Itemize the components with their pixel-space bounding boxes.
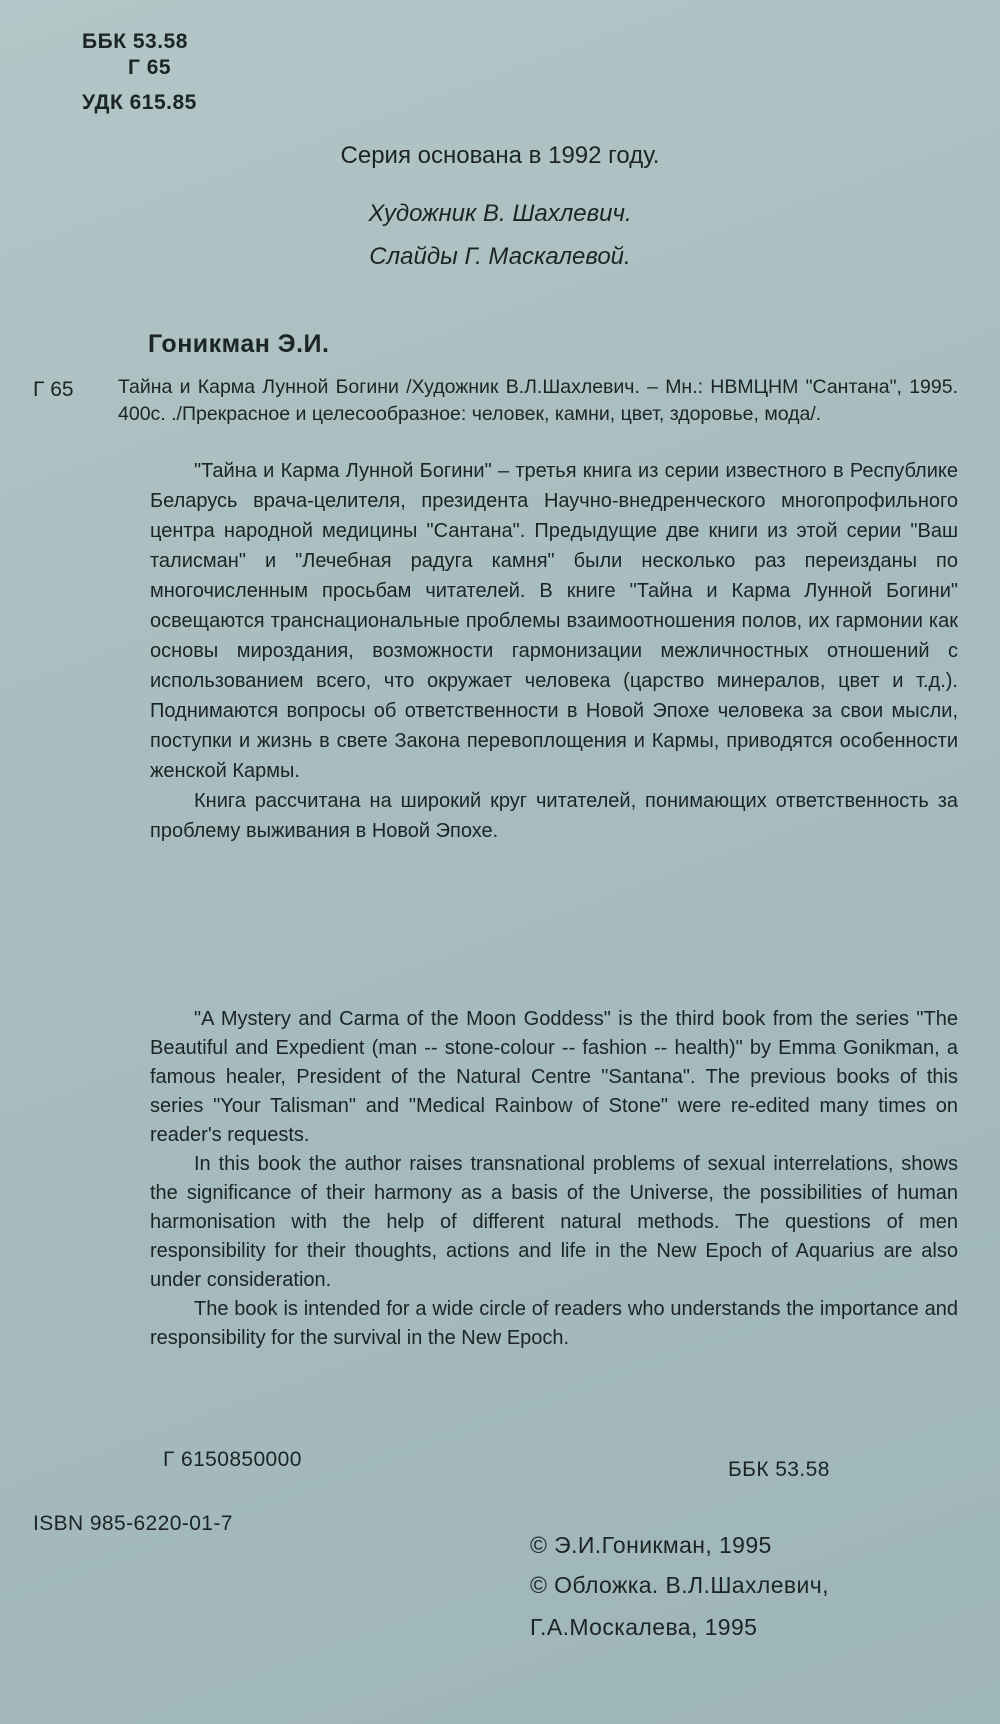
copyright-cover-continued: Г.А.Москалева, 1995 [530,1614,758,1640]
annotation-russian [150,456,958,846]
annotation-english [150,1005,958,1353]
annotation-en-paragraph: The book is intended for a wide circle of readers who understands the importance and responsibility for the survival in the New Epoch. [150,1298,958,1349]
author-name: Гоникман Э.И. [148,330,330,358]
isbn: ISBN 985-6220-01-7 [33,1512,233,1535]
artist-credit: Художник В. Шахлевич. [368,200,632,227]
copyright-cover: © Обложка. В.Л.Шахлевич, [530,1572,829,1598]
bbk-code: ББК 53.58 [82,30,188,53]
catalog-index: Г 65 [33,378,74,401]
slides-credit: Слайды Г. Маскалевой. [369,243,631,270]
g-code: Г 65 [128,56,172,79]
annotation-ru-paragraph: Книга рассчитана на широкий круг читателей, понимающих ответственность за проблему выживания в Новой Эпохе. [150,790,958,842]
annotation-en-paragraph: "A Mystery and Carma of the Moon Goddess" is the third book from the series "The Beautiful and Expedient (man -- stone-colour -- fashion -- health)" by Emma Gonikman, a famous healer, President of the Natural Centre "Santana". The previous books of this series "Your Talisman" and "Medical Rainbow of Stone" were re-edited many times on reader's requests. [150,1008,958,1146]
series-note: Серия основана в 1992 году. [340,142,660,169]
annotation-en-paragraph: In this book the author raises transnational problems of sexual interrelations, shows the significance of their harmony as a basis of the Universe, the possibilities of human harmonisation with the help of different natural methods. The questions of men responsibility for their thoughts, actions and life in the New Epoch of Aquarius are also under consideration. [150,1153,958,1291]
g-number: Г 6150850000 [163,1448,302,1471]
copyright-author: © Э.И.Гоникман, 1995 [530,1532,772,1558]
footer-bbk: ББК 53.58 [728,1458,830,1481]
bibliographic-record: Тайна и Карма Лунной Богини /Художник В.Л.Шахлевич. – Мн.: НВМЦНМ "Сантана", 1995. 400с. ./Прекрасное и целесообразное: человек, камни, цвет, здоровье, мода/. [118,376,958,425]
annotation-ru-paragraph: "Тайна и Карма Лунной Богини" – третья книга из серии известного в Республике Беларусь врача-целителя, президента Научно-внедренческого многопрофильного центра народной медицины "Сантана". Предыдущие две книги из этой серии "Ваш талисман" и "Лечебная радуга камня" были несколько раз переизданы по многочисленным просьбам читателей. В книге "Тайна и Карма Лунной Богини" освещаются транснациональные проблемы взаимоотношения полов, их гармонии как основы мироздания, возможности гармонизации межличностных отношений с использованием всего, что окружает человека (царство минералов, цвет и т.д.). Поднимаются вопросы об ответственности в Новой Эпохе человека за свои мысли, поступки и жизнь в свете Закона перевоплощения и Кармы, приводятся особенности женской Кармы. [150,460,958,782]
udk-code: УДК 615.85 [82,91,197,114]
